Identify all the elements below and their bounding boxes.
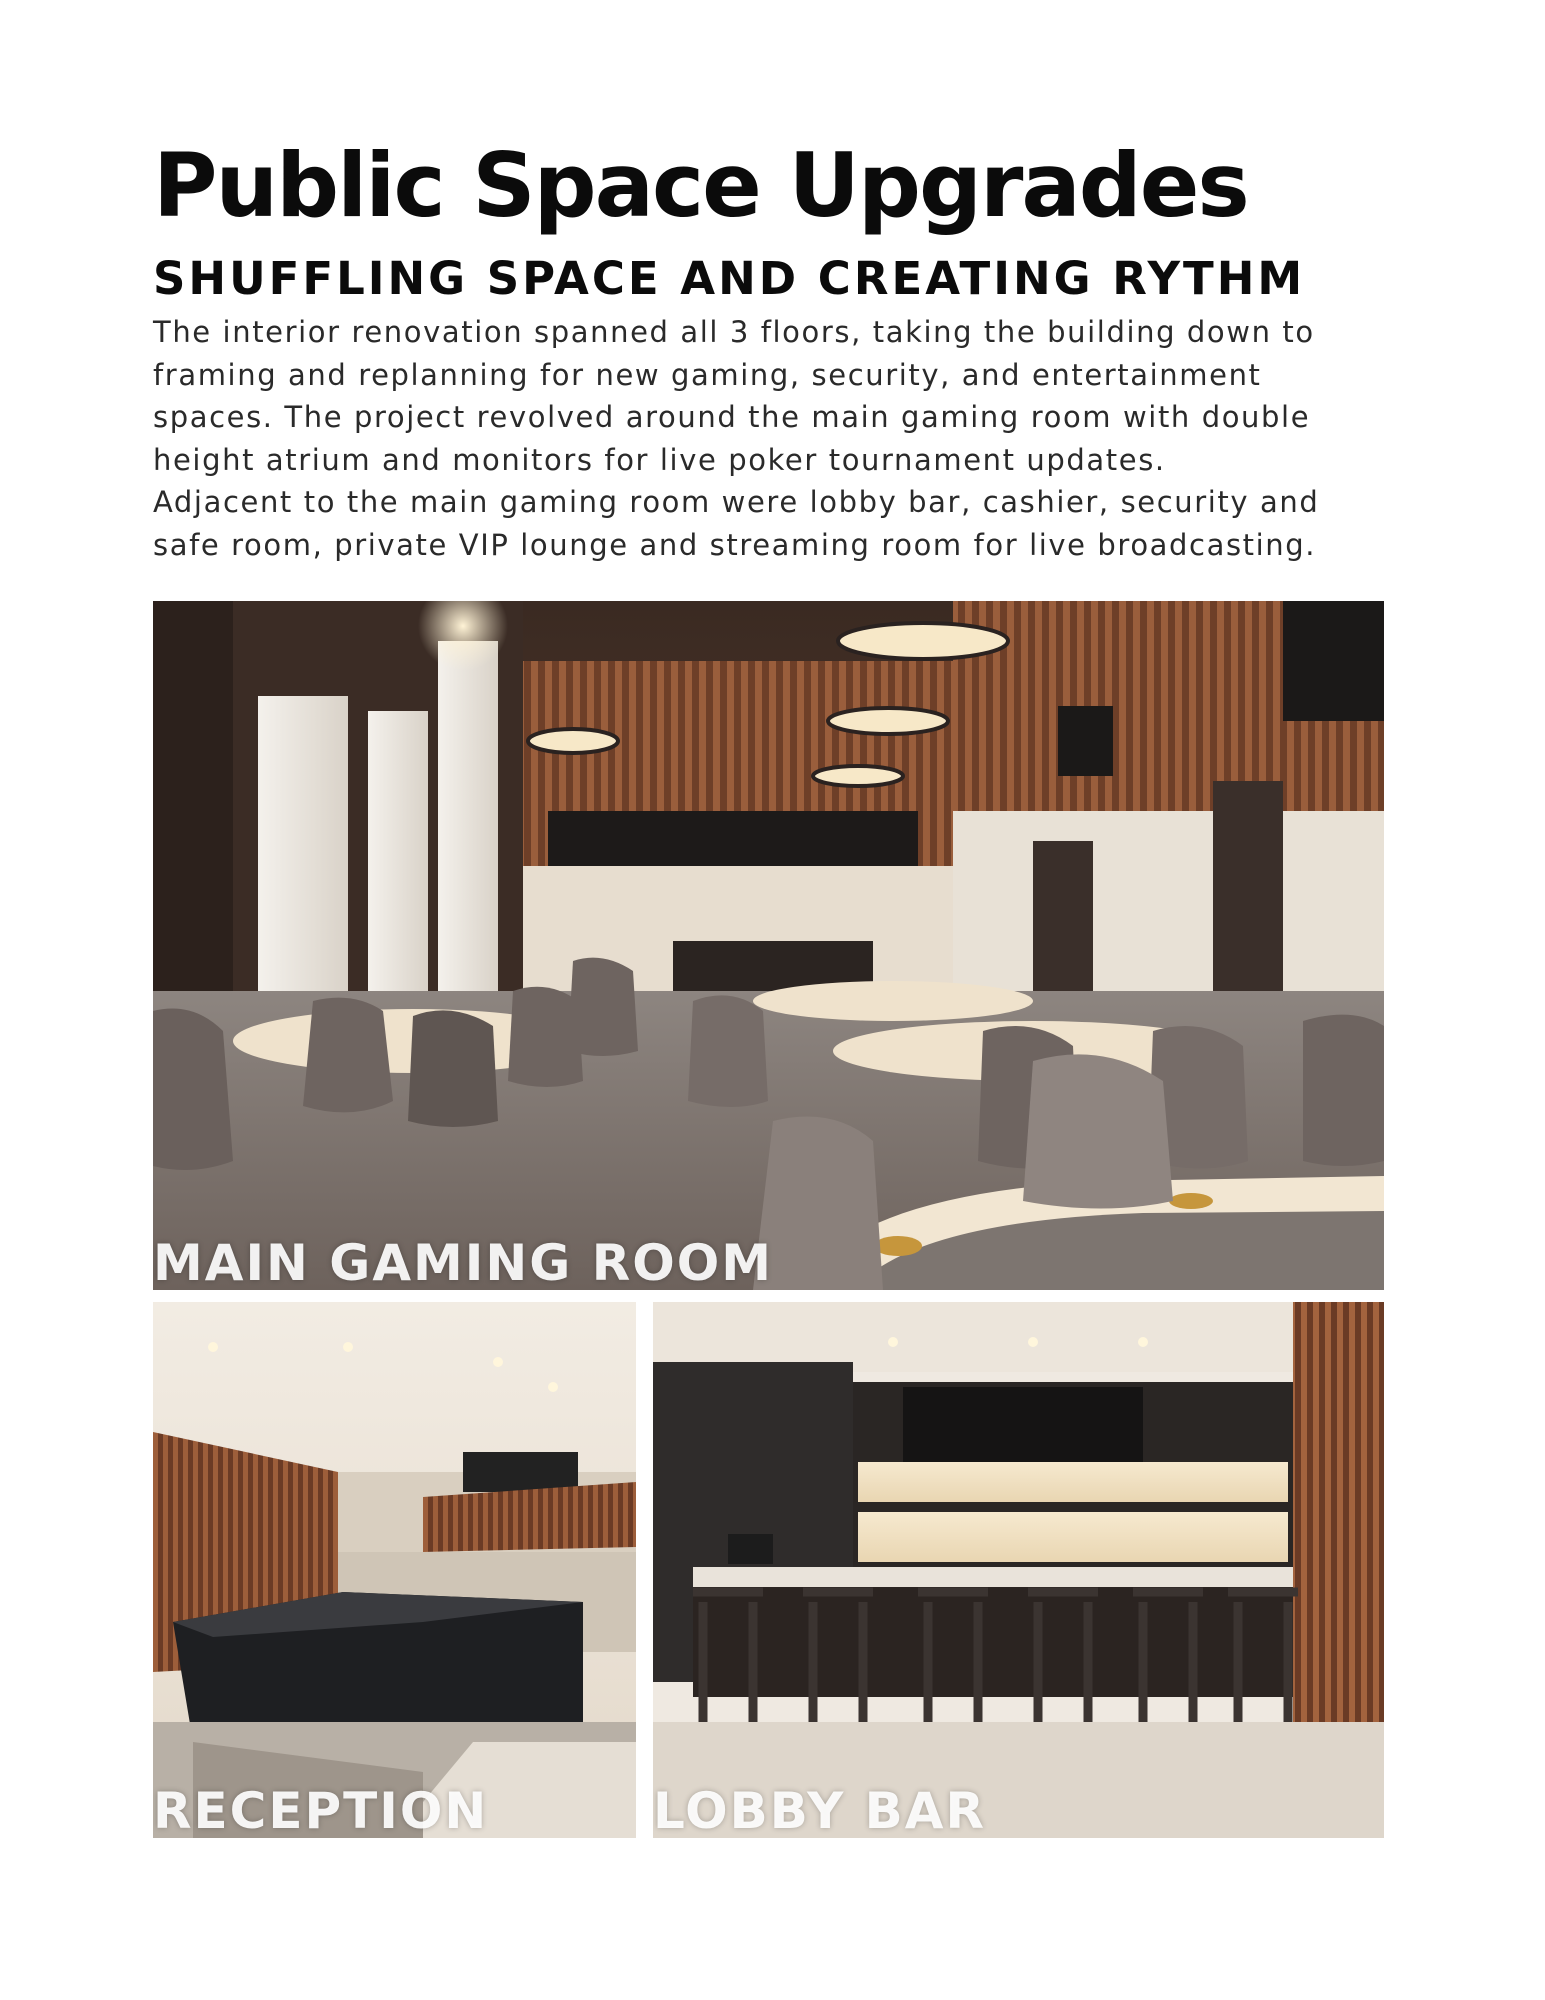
page-subtitle: SHUFFLING SPACE AND CREATING RYTHM [153,252,1306,305]
body-line: Adjacent to the main gaming room were lobby bar, cashier, security and [153,485,1320,519]
body-paragraph [153,311,1403,566]
lobby-bar-label: LOBBY BAR [653,1782,986,1838]
main-gaming-room-label: MAIN GAMING ROOM [153,1234,773,1290]
main-gaming-room-illustration [153,601,1384,1290]
body-line: framing and replanning for new gaming, security, and entertainment [153,357,1262,392]
body-line: safe room, private VIP lounge and streaming room for live broadcasting. [153,527,1317,562]
lobby-bar-photo [653,1302,1384,1838]
page-title: Public Space Upgrades [153,134,1248,237]
lobby-bar-illustration [653,1302,1384,1838]
reception-photo [153,1302,636,1838]
body-line: height atrium and monitors for live poker tournament updates. [153,442,1166,477]
body-line: The interior renovation spanned all 3 floors, taking the building down to [153,315,1315,349]
reception-illustration [153,1302,636,1838]
main-gaming-room-photo [153,601,1384,1290]
body-line: spaces. The project revolved around the main gaming room with double [153,400,1311,434]
reception-label: RECEPTION [153,1782,489,1838]
